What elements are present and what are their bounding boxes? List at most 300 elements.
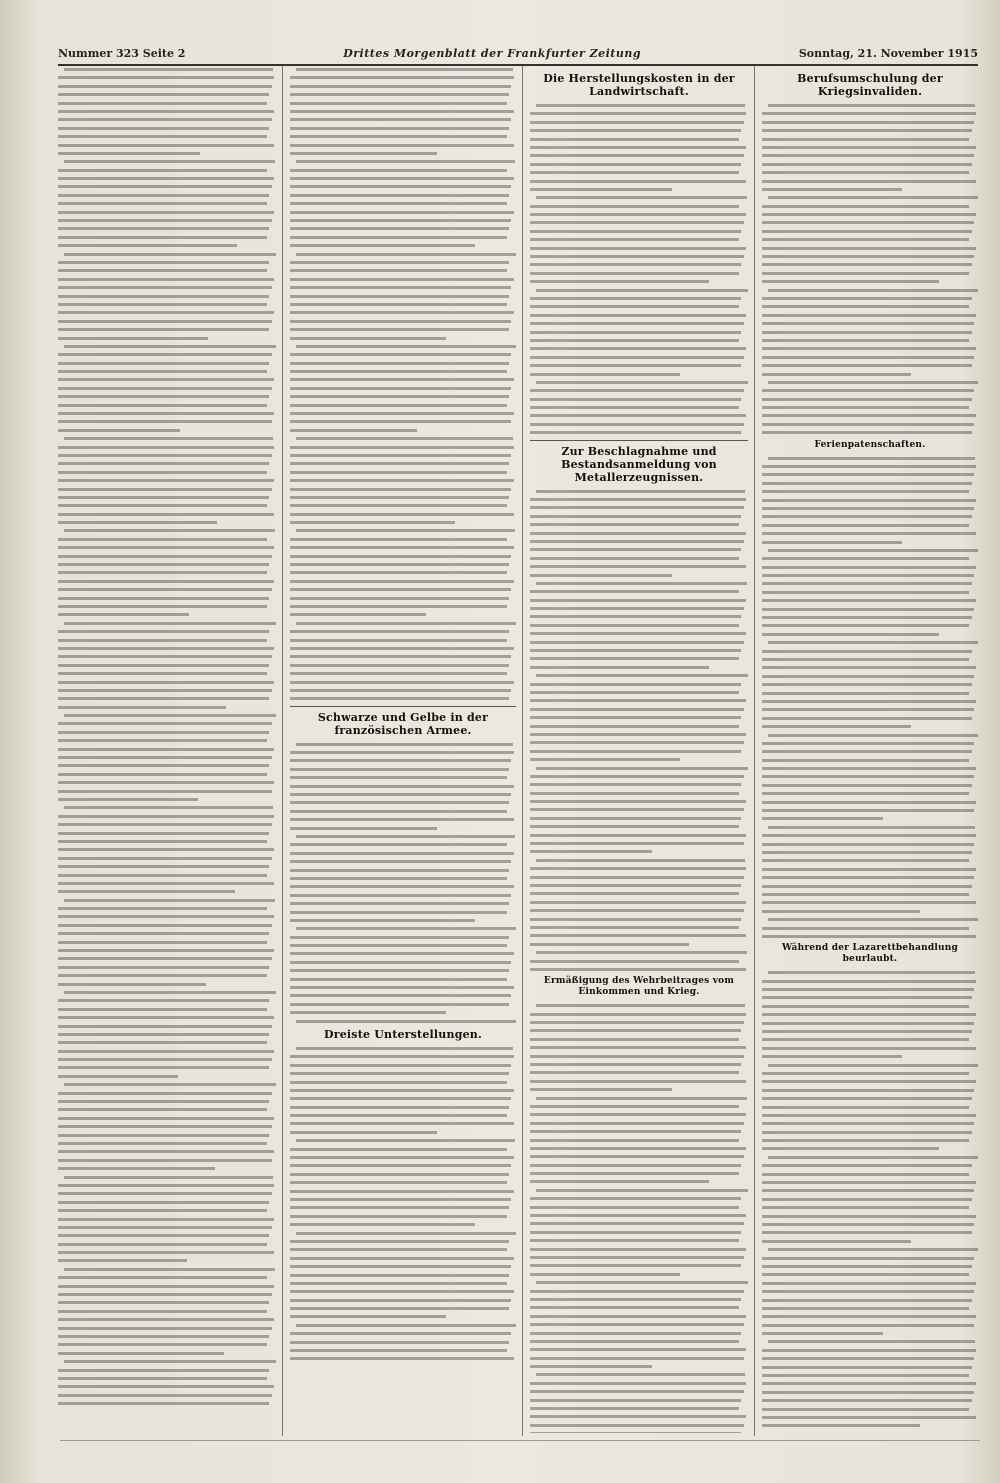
text-line: [530, 557, 739, 560]
text-line: [58, 144, 274, 147]
text-line: [762, 1080, 976, 1083]
text-line: [290, 462, 509, 465]
text-line: [290, 236, 507, 239]
text-line: [64, 68, 273, 71]
text-line: [58, 152, 200, 155]
text-line: [762, 499, 976, 502]
text-line: [762, 364, 972, 367]
text-line: [290, 420, 511, 423]
text-line: [290, 118, 511, 121]
text-line: [530, 314, 746, 317]
text-line: [530, 1264, 741, 1267]
column-text: [58, 68, 276, 1405]
text-line: [290, 571, 507, 574]
issue-number: Nummer 323 Seite 2: [58, 46, 186, 60]
text-line: [762, 1097, 972, 1100]
text-line: [58, 689, 272, 692]
headline-dreiste: Dreiste Unterstellungen.: [323, 1027, 483, 1041]
text-line: [296, 743, 513, 746]
text-line: [290, 269, 507, 272]
text-line: [58, 185, 272, 188]
text-line: [58, 378, 274, 381]
text-line: [290, 1011, 446, 1014]
text-line: [58, 890, 235, 893]
text-line: [58, 840, 267, 843]
text-line: [58, 1310, 267, 1313]
text-line: [58, 404, 267, 407]
text-line: [58, 1025, 272, 1028]
text-line: [530, 171, 739, 174]
text-line: [290, 169, 507, 172]
headline-herstellungskosten: Die Herstellungskosten in der Landwirtschaft.: [543, 72, 735, 98]
text-line: [530, 775, 744, 778]
text-line: [762, 1030, 972, 1033]
text-line: [290, 952, 514, 955]
text-line: [290, 362, 509, 365]
text-line: [762, 507, 974, 510]
text-line: [762, 658, 969, 661]
text-line: [58, 337, 208, 340]
headline-lazarett: Während der Lazarettbehandlung beurlaubt.: [782, 943, 958, 965]
text-line: [530, 708, 744, 711]
text-line: [762, 1164, 972, 1167]
text-line: [530, 1332, 741, 1335]
text-line: [58, 1234, 269, 1237]
text-line: [762, 901, 976, 904]
text-line: [530, 1382, 746, 1385]
text-line: [530, 1172, 739, 1175]
text-line: [530, 121, 744, 124]
text-line: [762, 515, 972, 518]
text-line: [58, 1301, 269, 1304]
text-line: [58, 454, 272, 457]
text-line: [58, 496, 269, 499]
text-line: [58, 169, 267, 172]
text-line: [762, 138, 969, 141]
text-line: [530, 129, 741, 132]
text-line: [768, 971, 975, 974]
newspaper-title: Drittes Morgenblatt der Frankfurter Zeitung: [343, 46, 642, 60]
text-line: [58, 118, 272, 121]
text-line: [762, 213, 976, 216]
text-line: [296, 1047, 513, 1050]
text-line: [290, 1003, 509, 1006]
text-line: [536, 951, 747, 954]
text-line: [762, 163, 972, 166]
text-line: [290, 311, 514, 314]
text-line: [530, 498, 746, 501]
text-line: [530, 750, 741, 753]
text-line: [762, 1282, 976, 1285]
text-line: [762, 1181, 976, 1184]
text-line: [762, 129, 972, 132]
text-line: [762, 834, 976, 837]
text-line: [290, 496, 509, 499]
text-line: [58, 420, 272, 423]
text-line: [296, 1139, 515, 1142]
text-line: [762, 1173, 969, 1176]
text-line: [290, 1072, 509, 1075]
text-line: [58, 1377, 267, 1380]
text-line: [762, 541, 902, 544]
column-rule: [754, 66, 755, 1436]
text-line: [530, 1122, 744, 1125]
text-line: [530, 523, 739, 526]
text-line: [762, 692, 969, 695]
text-line: [530, 1407, 739, 1410]
text-line: [762, 843, 974, 846]
text-line: [296, 529, 515, 532]
text-line: [762, 1349, 976, 1352]
issue-date: Sonntag, 21. November 1915: [798, 46, 978, 60]
text-line: [530, 138, 739, 141]
text-line: [290, 936, 509, 939]
text-line: [58, 395, 269, 398]
column-1: [58, 68, 276, 1433]
text-line: [290, 785, 514, 788]
text-line: [530, 1180, 709, 1183]
text-line: [762, 717, 972, 720]
text-line: [530, 1206, 739, 1209]
text-line: [290, 580, 514, 583]
text-line: [530, 1139, 739, 1142]
text-line: [530, 892, 739, 895]
text-line: [762, 314, 976, 317]
column-rule: [282, 66, 283, 1436]
text-line: [58, 269, 267, 272]
text-line: [762, 1189, 974, 1192]
text-line: [290, 1198, 511, 1201]
text-line: [290, 227, 509, 230]
text-line: [762, 817, 883, 820]
text-line: [762, 1324, 974, 1327]
text-line: [762, 927, 969, 930]
text-line: [290, 194, 509, 197]
text-line: [290, 1156, 514, 1159]
text-line: [58, 731, 269, 734]
text-line: [290, 328, 509, 331]
text-line: [530, 842, 744, 845]
text-line: [58, 613, 189, 616]
text-line: [290, 1164, 511, 1167]
text-line: [530, 398, 741, 401]
text-line: [290, 504, 507, 507]
text-line: [762, 1382, 976, 1385]
text-line: [530, 825, 739, 828]
text-line: [530, 548, 741, 551]
text-line: [530, 406, 739, 409]
text-line: [58, 303, 267, 306]
text-line: [762, 1357, 974, 1360]
text-line: [530, 960, 739, 963]
text-line: [58, 110, 274, 113]
text-line: [58, 362, 269, 365]
text-line: [530, 1055, 744, 1058]
text-line: [762, 633, 939, 636]
text-line: [762, 121, 974, 124]
text-line: [530, 1214, 746, 1217]
text-line: [58, 1209, 267, 1212]
column-text: [762, 971, 978, 1427]
text-line: [762, 1131, 972, 1134]
text-line: [58, 1343, 267, 1346]
text-line: [530, 163, 741, 166]
text-line: [64, 1360, 276, 1363]
text-line: [58, 446, 274, 449]
text-line: [290, 353, 511, 356]
text-line: [58, 882, 274, 885]
text-line: [530, 213, 746, 216]
text-line: [290, 1055, 514, 1058]
text-line: [58, 832, 269, 835]
text-line: [290, 894, 511, 897]
text-line: [762, 582, 972, 585]
text-line: [762, 221, 974, 224]
text-line: [58, 932, 269, 935]
text-line: [58, 127, 269, 130]
text-line: [530, 876, 744, 879]
text-line: [530, 1029, 741, 1032]
text-line: [58, 874, 267, 877]
text-line: [762, 980, 976, 983]
text-line: [530, 725, 739, 728]
text-line: [530, 263, 741, 266]
text-line: [530, 1239, 739, 1242]
text-line: [64, 899, 275, 902]
text-line: [290, 404, 507, 407]
text-line: [58, 471, 267, 474]
text-line: [530, 347, 746, 350]
text-line: [64, 160, 275, 163]
text-line: [762, 1416, 976, 1419]
text-line: [530, 565, 746, 568]
text-line: [290, 852, 514, 855]
text-line: [762, 1374, 969, 1377]
text-line: [762, 599, 976, 602]
text-line: [530, 808, 744, 811]
text-line: [290, 944, 507, 947]
text-line: [290, 1248, 507, 1251]
text-line: [530, 322, 744, 325]
text-line: [530, 423, 744, 426]
text-line: [290, 295, 509, 298]
text-line: [58, 664, 269, 667]
text-line: [762, 1366, 972, 1369]
text-line: [762, 910, 920, 913]
text-line: [530, 280, 709, 283]
text-line: [58, 672, 267, 675]
text-line: [290, 818, 514, 821]
text-line: [762, 725, 911, 728]
text-line: [58, 597, 269, 600]
text-line: [58, 320, 272, 323]
text-line: [762, 322, 974, 325]
text-line: [58, 504, 267, 507]
text-line: [762, 339, 969, 342]
text-line: [58, 580, 274, 583]
text-line: [762, 482, 972, 485]
column-2: [290, 68, 516, 1433]
text-line: [290, 429, 417, 432]
text-line: [58, 1243, 267, 1246]
text-line: [58, 798, 198, 801]
text-line: [762, 1290, 974, 1293]
text-line: [290, 1315, 446, 1318]
text-line: [290, 1106, 509, 1109]
text-line: [762, 801, 976, 804]
text-line: [536, 1004, 745, 1007]
masthead: [58, 42, 978, 66]
text-line: [530, 733, 746, 736]
text-line: [58, 1041, 267, 1044]
text-line: [530, 850, 652, 853]
text-line: [290, 1097, 511, 1100]
text-line: [530, 339, 739, 342]
text-line: [58, 571, 267, 574]
text-line: [530, 540, 744, 543]
text-line: [530, 792, 739, 795]
text-line: [530, 506, 744, 509]
text-line: [296, 253, 516, 256]
text-line: [762, 1223, 974, 1226]
text-line: [762, 1424, 920, 1427]
text-line: [290, 286, 511, 289]
text-line: [58, 1285, 274, 1288]
text-line: [58, 605, 267, 608]
text-line: [64, 1176, 273, 1179]
text-line: [530, 356, 744, 359]
text-line: [290, 664, 509, 667]
text-line: [530, 783, 741, 786]
text-line: [530, 1013, 746, 1016]
text-line: [762, 885, 972, 888]
text-line: [530, 699, 746, 702]
text-line: [58, 1352, 224, 1355]
text-line: [290, 1114, 507, 1117]
column-text: [530, 490, 748, 971]
text-line: [530, 1155, 744, 1158]
text-line: [64, 991, 276, 994]
text-line: [762, 1047, 976, 1050]
text-line: [762, 700, 976, 703]
text-line: [290, 647, 514, 650]
text-line: [290, 1299, 511, 1302]
text-line: [530, 1130, 741, 1133]
text-line: [762, 255, 974, 258]
text-line: [762, 230, 972, 233]
text-line: [762, 1122, 974, 1125]
text-line: [58, 1159, 272, 1162]
text-line: [58, 739, 267, 742]
text-line: [290, 563, 509, 566]
text-line: [530, 884, 741, 887]
text-line: [536, 1097, 747, 1100]
text-line: [762, 406, 969, 409]
text-line: [530, 599, 746, 602]
text-line: [768, 826, 975, 829]
text-line: [58, 202, 267, 205]
text-line: [762, 146, 976, 149]
text-line: [290, 810, 507, 813]
text-line: [58, 1385, 274, 1388]
text-line: [762, 566, 976, 569]
text-line: [290, 588, 511, 591]
text-line: [290, 513, 514, 516]
text-line: [530, 1248, 746, 1251]
text-line: [58, 949, 274, 952]
text-line: [290, 479, 514, 482]
text-line: [58, 227, 269, 230]
text-line: [64, 714, 276, 717]
text-line: [58, 387, 272, 390]
text-line: [290, 185, 511, 188]
text-line: [768, 104, 975, 107]
text-line: [296, 622, 516, 625]
text-line: [290, 144, 514, 147]
text-line: [762, 851, 972, 854]
text-line: [530, 1021, 744, 1024]
text-line: [290, 639, 507, 642]
text-line: [530, 1105, 739, 1108]
text-line: [762, 557, 969, 560]
text-line: [762, 784, 972, 787]
text-line: [290, 655, 511, 658]
text-line: [290, 471, 507, 474]
text-line: [768, 549, 978, 552]
text-line: [530, 364, 741, 367]
column-4: [762, 68, 978, 1433]
text-line: [290, 751, 514, 754]
text-line: [290, 152, 437, 155]
text-line: [762, 490, 969, 493]
text-line: [290, 1215, 507, 1218]
text-line: [536, 1373, 745, 1376]
text-line: [64, 806, 273, 809]
text-line: [58, 1276, 267, 1279]
text-line: [530, 909, 744, 912]
text-line: [762, 1240, 911, 1243]
text-line: [290, 1341, 509, 1344]
text-line: [762, 1265, 972, 1268]
text-line: [762, 624, 969, 627]
text-line: [296, 345, 516, 348]
text-line: [58, 555, 272, 558]
text-line: [762, 347, 976, 350]
text-line: [762, 574, 974, 577]
text-line: [530, 716, 741, 719]
text-line: [530, 834, 746, 837]
text-line: [762, 431, 972, 434]
text-line: [530, 800, 746, 803]
text-line: [530, 1315, 746, 1318]
text-line: [530, 1415, 746, 1418]
text-line: [290, 911, 507, 914]
text-line: [58, 974, 267, 977]
text-line: [290, 278, 514, 281]
text-line: [762, 263, 972, 266]
text-line: [290, 395, 509, 398]
text-line: [290, 521, 455, 524]
text-line: [530, 230, 741, 233]
text-line: [762, 708, 974, 711]
text-line: [290, 303, 507, 306]
text-line: [762, 616, 972, 619]
text-line: [58, 102, 267, 105]
text-line: [58, 848, 274, 851]
text-line: [58, 479, 274, 482]
text-line: [530, 607, 744, 610]
text-line: [58, 412, 274, 415]
